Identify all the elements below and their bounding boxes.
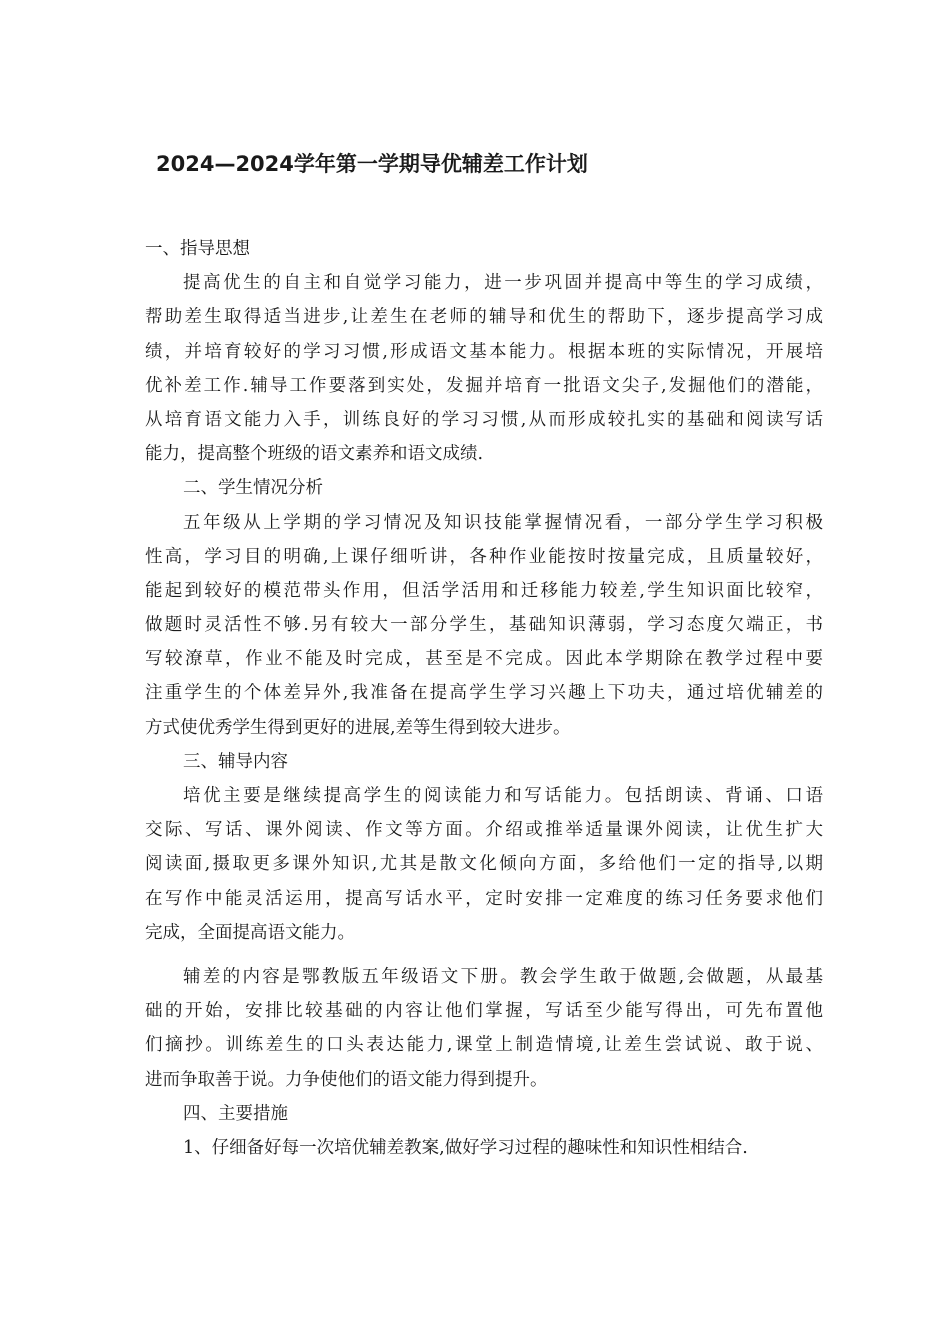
paragraph-tutoring-content-remedial (145, 960, 823, 1097)
paragraph-line: 优补差工作.辅导工作要落到实处，发掘并培育一批语文尖子,发掘他们的潜能， (145, 375, 823, 396)
paragraph-student-analysis (145, 506, 823, 745)
paragraph-line: 写较潦草，作业不能及时完成，甚至是不完成。因此本学期除在教学过程中要 (145, 649, 823, 670)
paragraph-line: 注重学生的个体差异外,我准备在提高学生学习兴趣上下功夫，通过培优辅差的 (145, 683, 823, 704)
document-body (145, 232, 823, 1165)
section-heading-main-measures: 四、主要措施 (183, 1103, 288, 1124)
paragraph-line: 辅差的内容是鄂教版五年级语文下册。教会学生敢于做题,会做题，从最基 (183, 966, 823, 987)
paragraph-guiding-ideology (145, 266, 823, 471)
section-heading-guiding-ideology: 一、指导思想 (145, 239, 250, 259)
paragraph-line: 方式使优秀学生得到更好的进展,差等生得到较大进步。 (145, 717, 571, 738)
paragraph-line: 在写作中能灵活运用，提高写话水平，定时安排一定难度的练习任务要求他们 (145, 888, 823, 909)
paragraph-line: 性高，学习目的明确,上课仔细听讲，各种作业能按时按量完成，且质量较好， (145, 546, 823, 567)
paragraph-line: 能起到较好的模范带头作用，但活学活用和迁移能力较差,学生知识面比较窄， (145, 580, 823, 601)
paragraph-line: 从培育语文能力入手，训练良好的学习习惯,从而形成较扎实的基础和阅读写话 (145, 409, 823, 430)
paragraph-line: 完成，全面提高语文能力。 (145, 922, 355, 943)
measure-item-1: 1、仔细备好每一次培优辅差教案,做好学习过程的趣味性和知识性相结合. (183, 1137, 748, 1158)
paragraph-line: 做题时灵活性不够.另有较大一部分学生，基础知识薄弱，学习态度欠端正，书 (145, 615, 823, 636)
section-heading-tutoring-content: 三、辅导内容 (183, 751, 288, 772)
paragraph-line: 能力，提高整个班级的语文素养和语文成绩. (145, 444, 484, 465)
paragraph-line: 阅读面,摄取更多课外知识,尤其是散文化倾向方面，多给他们一定的指导,以期 (145, 854, 823, 875)
paragraph-line: 础的开始，安排比较基础的内容让他们掌握，写话至少能写得出，可先布置他 (145, 1001, 823, 1022)
paragraph-line: 绩，并培育较好的学习习惯,形成语文基本能力。根据本班的实际情况，开展培 (145, 341, 823, 362)
paragraph-line: 五年级从上学期的学习情况及知识技能掌握情况看，一部分学生学习积极 (183, 512, 823, 533)
paragraph-line: 们摘抄。训练差生的口头表达能力,课堂上制造情境,让差生尝试说、敢于说、 (145, 1035, 823, 1056)
paragraph-line: 交际、写话、课外阅读、作文等方面。介绍或推举适量课外阅读，让优生扩大 (145, 820, 823, 841)
section-heading-student-analysis: 二、学生情况分析 (183, 478, 323, 499)
paragraph-line: 培优主要是继续提高学生的阅读能力和写话能力。包括朗读、背诵、口语 (183, 786, 823, 806)
paragraph-line: 进而争取善于说。力争使他们的语文能力得到提升。 (145, 1069, 548, 1090)
paragraph-tutoring-content-advanced (145, 779, 823, 950)
paragraph-spacer (145, 950, 823, 960)
paragraph-line: 帮助差生取得适当进步,让差生在老师的辅导和优生的帮助下，逐步提高学习成 (145, 307, 823, 328)
paragraph-line: 提高优生的自主和自觉学习能力，进一步巩固并提高中等生的学习成绩， (183, 273, 823, 294)
document-title: 2024—2024学年第一学期导优辅差工作计划 (156, 152, 588, 176)
